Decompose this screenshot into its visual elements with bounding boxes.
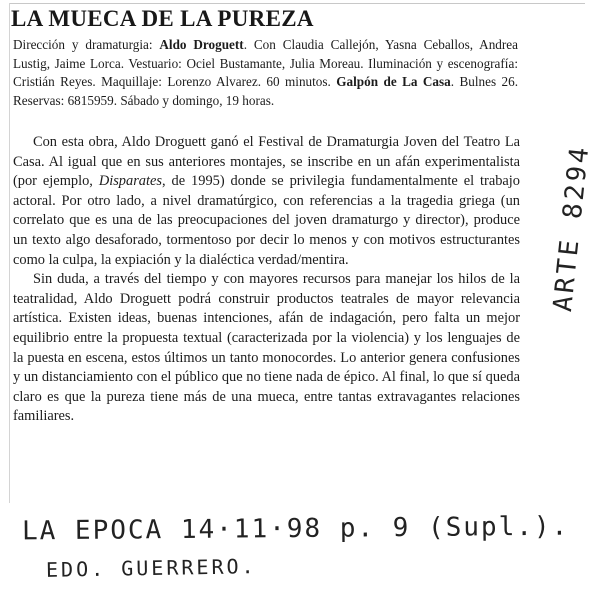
handwritten-side-note: ARTE 8294 xyxy=(548,143,596,314)
handwritten-source-line: LA EPOCA 14·11·98 p. 9 (Supl.). xyxy=(21,511,570,547)
clipping-border-left xyxy=(9,3,10,503)
article-title: LA MUECA DE LA PUREZA xyxy=(11,6,314,31)
credits-venue: Galpón de La Casa xyxy=(336,74,451,90)
handwritten-author-line: EDO. GUERRERO. xyxy=(45,554,257,582)
paragraph-2: Sin duda, a través del tiempo y con mayores recursos para manejar los hilos de la teatralidad, Aldo Droguett podrá construir productos teatrales de mayor relevancia artística. Existen ideas, buenas intenciones, afán de indagación, pero falta un mejor equilibrio entre la propuesta textual (caracterizada por la violencia) y los lenguajes de la puesta en escena, estos últimos un tanto monocordes. Lo anterior genera confusiones y un distanciamiento con el público que no tiene nada de épico. Al final, lo que sí queda claro es que la pureza tiene más de una mueca, entre tantas extravagantes relaciones familiares. xyxy=(13,271,520,425)
paragraph-1 xyxy=(13,133,520,270)
credits-director: Aldo Droguett xyxy=(159,37,244,52)
paragraph-1-part-b: , de 1995) donde se privilegia fundamentalmente el trabajo actoral. Por otro lado, a nivel dramatúrgico, con referencias a la tragedia griega (un correlato que es una de las preocupaciones del joven dramaturgo y director), produce un texto algo desaforado, tormentoso por decir lo menos y con motivos estructurantes como la culpa, la expiación y la dialéctica verdad/mentira. xyxy=(13,173,520,268)
credits-schedule: . Bulnes 26. Reservas: 6815959. Sábado y domingo, 19 horas. xyxy=(13,74,519,108)
credits-direction-label: Dirección y dramaturgia: xyxy=(13,37,153,52)
article-body xyxy=(13,133,520,427)
paragraph-1-work-title: Disparates xyxy=(98,173,162,190)
credits-cast-and-crew: . Con Claudia Callejón, Yasna Ceballos, Andrea Lustig, Jaime Lorca. Vestuario: Ociel Bustamante, Julia Moreau. Iluminación y escenografía: Cristián Reyes. Maquillaje: Lorenzo Alvarez. 60 minutos. xyxy=(13,37,518,90)
paragraph-1-part-a: Con esta obra, Aldo Droguett ganó el Festival de Dramaturgia Joven del Teatro La Casa. Al igual que en sus anteriores montajes, se inscribe en un afán experimentalista (por ejemplo, xyxy=(13,134,520,190)
clipping-border-top xyxy=(10,3,585,4)
article-credits xyxy=(13,36,518,110)
